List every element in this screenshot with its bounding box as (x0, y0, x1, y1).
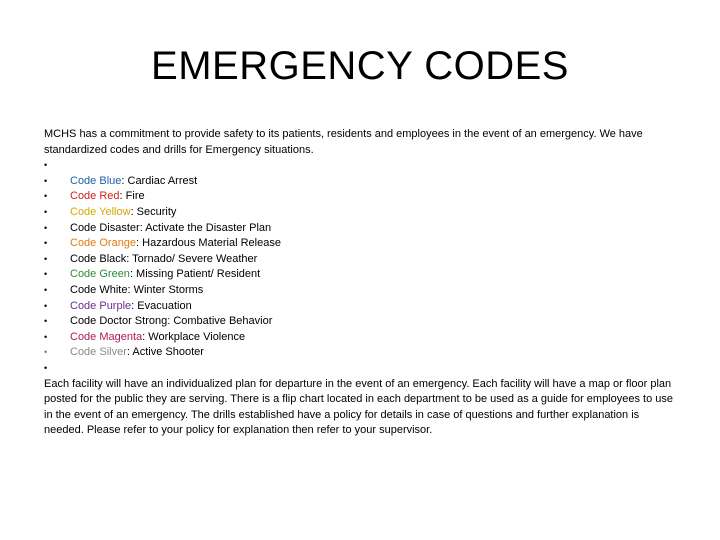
empty-bullet-line (44, 361, 680, 377)
code-description: Evacuation (134, 299, 192, 312)
code-entry (70, 205, 176, 221)
code-description: Security (133, 205, 177, 218)
slide-title: EMERGENCY CODES (151, 44, 569, 88)
bullet-icon: • (44, 160, 48, 171)
code-entry (70, 252, 257, 268)
bullet-icon: • (44, 175, 48, 186)
code-name: Code Red (70, 190, 120, 203)
closing-paragraph: Each facility will have an individualized plan for departure in the event of an emergency. Each facility will have a map or floor plan posted for the public they are serving. There is a flip chart located in each department to be used as a guide for employees to use in the event of an emergency. The drills established have a policy for details in case of questions and further explanation is needed. Please refer to your policy for explanation then refer to your supervisor. (44, 377, 674, 437)
code-list-item (44, 330, 680, 346)
bullet-icon: • (44, 191, 48, 202)
code-entry (70, 189, 145, 205)
code-separator: : (121, 174, 125, 187)
code-entry (70, 236, 281, 252)
code-list-item (44, 314, 680, 330)
code-description: Workplace Violence (145, 330, 246, 343)
bullet-icon: • (44, 331, 48, 342)
code-name: Code Doctor Strong (70, 315, 168, 328)
code-list-item (44, 252, 680, 268)
code-entry (70, 299, 192, 315)
bullet-icon: • (44, 316, 48, 327)
code-separator: : (136, 237, 140, 250)
code-entry (70, 345, 204, 361)
code-name: Code Purple (70, 299, 132, 312)
code-name: Code Orange (70, 237, 137, 250)
code-description: Combative Behavior (170, 315, 273, 328)
code-separator: : (119, 190, 123, 203)
code-list-item (44, 283, 680, 299)
code-list-item (44, 345, 680, 361)
code-description: Tornado/ Severe Weather (129, 252, 258, 265)
code-description: Active Shooter (129, 346, 204, 359)
code-entry (70, 330, 245, 346)
code-separator: : (130, 205, 134, 218)
code-name: Code White (70, 283, 128, 296)
bullet-icon: • (44, 253, 48, 264)
code-entry (70, 267, 260, 283)
code-description: Winter Storms (130, 283, 204, 296)
code-list-item (44, 221, 680, 237)
code-separator: : (126, 346, 130, 359)
code-entry (70, 221, 271, 237)
bullet-icon: • (44, 347, 48, 358)
bullet-icon: • (44, 222, 48, 233)
empty-bullet-line (44, 158, 680, 174)
code-name: Code Disaster (70, 221, 140, 234)
code-name: Code Blue (70, 174, 122, 187)
code-separator: : (131, 299, 135, 312)
code-list-item (44, 299, 680, 315)
code-list-item (44, 267, 680, 283)
code-separator: : (126, 252, 130, 265)
code-list-item (44, 236, 680, 252)
code-separator: : (139, 221, 143, 234)
emergency-code-list (44, 174, 680, 361)
bullet-icon: • (44, 206, 48, 217)
code-separator: : (127, 283, 131, 296)
code-separator: : (167, 315, 171, 328)
bullet-icon: • (44, 362, 48, 373)
code-separator: : (142, 330, 146, 343)
code-description: Hazardous Material Release (139, 237, 281, 250)
code-entry (70, 174, 197, 190)
code-name: Code Silver (70, 346, 127, 359)
bullet-icon: • (44, 269, 48, 280)
code-entry (70, 283, 203, 299)
code-separator: : (129, 268, 133, 281)
code-name: Code Black (70, 252, 127, 265)
code-name: Code Magenta (70, 330, 143, 343)
code-name: Code Yellow (70, 205, 131, 218)
code-name: Code Green (70, 268, 130, 281)
code-list-item (44, 174, 680, 190)
bullet-icon: • (44, 300, 48, 311)
code-list-item (44, 205, 680, 221)
code-list-item (44, 189, 680, 205)
code-description: Missing Patient/ Resident (133, 268, 261, 281)
code-description: Fire (122, 190, 145, 203)
bullet-icon: • (44, 238, 48, 249)
code-description: Cardiac Arrest (124, 174, 198, 187)
bullet-icon: • (44, 284, 48, 295)
code-entry (70, 314, 272, 330)
code-description: Activate the Disaster Plan (142, 221, 272, 234)
intro-paragraph: MCHS has a commitment to provide safety to its patients, residents and employees in the event of an emergency. We have standardized codes and drills for Emergency situations. (44, 128, 643, 156)
slide-body (44, 127, 680, 439)
